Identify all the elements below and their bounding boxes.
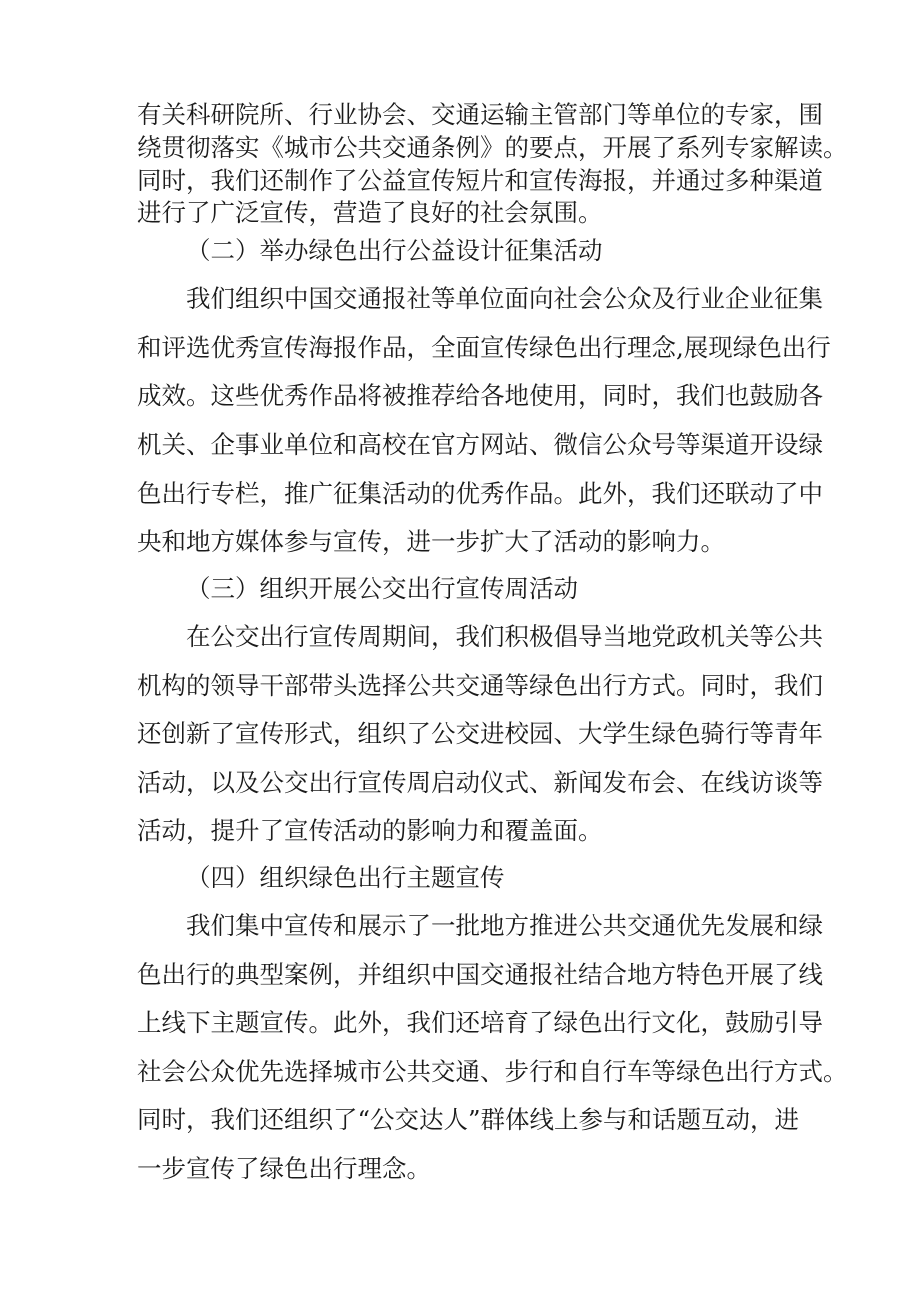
paragraph-line: 一步宣传了绿色出行理念。 <box>137 1154 431 1183</box>
paragraph-line: 有关科研院所、行业协会、交通运输主管部门等单位的专家，围 <box>137 100 823 129</box>
section-heading-3: （三）组织开展公交出行宣传周活动 <box>186 574 578 603</box>
paragraph-line: 同时，我们还制作了公益宣传短片和宣传海报，并通过多种渠道 <box>137 166 823 195</box>
paragraph-line: 机关、企事业单位和高校在官方网站、微信公众号等渠道开设绿 <box>137 430 823 459</box>
paragraph-line: 社会公众优先选择城市公共交通、步行和自行车等绿色出行方式。 <box>137 1057 848 1086</box>
paragraph-line: 还创新了宣传形式，组织了公交进校园、大学生绿色骑行等青年 <box>137 719 823 748</box>
paragraph-line: 绕贯彻落实《城市公共交通条例》的要点，开展了系列专家解读。 <box>137 133 848 162</box>
paragraph-line: 上线下主题宣传。此外，我们还培育了绿色出行文化，鼓励引导 <box>137 1008 823 1037</box>
paragraph-line: 活动，以及公交出行宣传周启动仪式、新闻发布会、在线访谈等 <box>137 768 823 797</box>
section-heading-2: （二）举办绿色出行公益设计征集活动 <box>186 236 603 265</box>
paragraph-line: 在公交出行宣传周期间，我们积极倡导当地党政机关等公共 <box>186 622 823 651</box>
section-heading-4: （四）组织绿色出行主题宣传 <box>186 863 505 892</box>
paragraph-line: 央和地方媒体参与宣传，进一步扩大了活动的影响力。 <box>137 527 725 556</box>
paragraph-line: 成效。这些优秀作品将被推荐给各地使用，同时，我们也鼓励各 <box>137 381 823 410</box>
paragraph-line: 和评选优秀宣传海报作品，全面宣传绿色出行理念,展现绿色出行 <box>137 333 831 362</box>
paragraph-line: 进行了广泛宣传，营造了良好的社会氛围。 <box>137 198 603 227</box>
paragraph-line: 色出行专栏，推广征集活动的优秀作品。此外，我们还联动了中 <box>137 479 823 508</box>
paragraph-line: 我们集中宣传和展示了一批地方推进公共交通优先发展和绿 <box>186 911 823 940</box>
paragraph-line: 色出行的典型案例，并组织中国交通报社结合地方特色开展了线 <box>137 960 823 989</box>
paragraph-line: 活动，提升了宣传活动的影响力和覆盖面。 <box>137 816 603 845</box>
paragraph-line: 机构的领导干部带头选择公共交通等绿色出行方式。同时，我们 <box>137 671 823 700</box>
paragraph-line: 我们组织中国交通报社等单位面向社会公众及行业企业征集 <box>186 284 823 313</box>
paragraph-line: 同时，我们还组织了“公交达人”群体线上参与和话题互动，进 <box>137 1105 800 1134</box>
